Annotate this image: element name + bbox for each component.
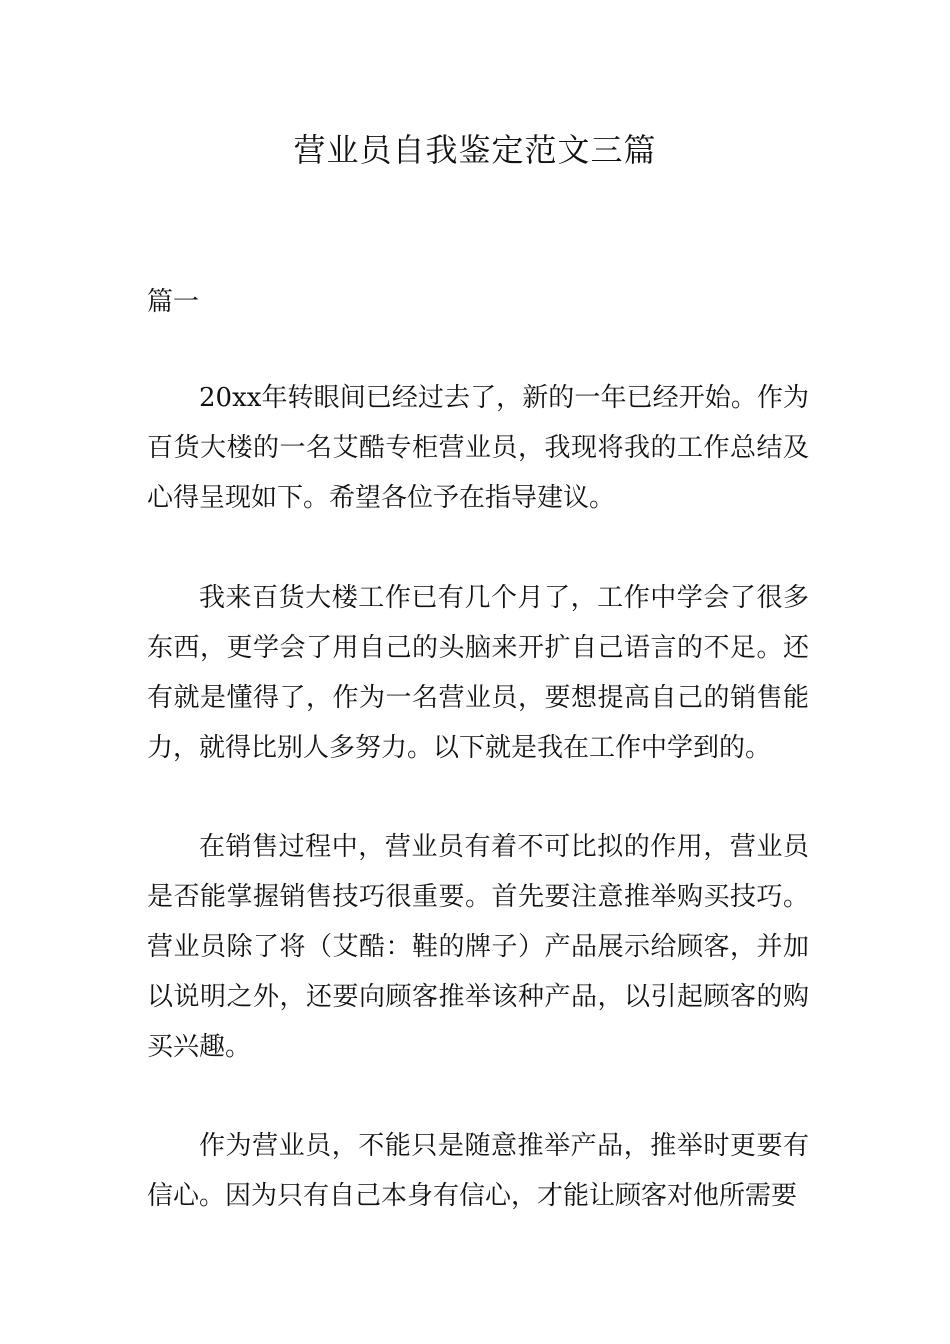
paragraph-4: 作为营业员，不能只是随意推举产品，推举时更要有信心。因为只有自己本身有信心，才能让顾客对他所需要: [147, 1131, 809, 1211]
paragraph-3: 在销售过程中，营业员有着不可比拟的作用，营业员是否能掌握销售技巧很重要。首先要注意推举购买技巧。营业员除了将（艾酷：鞋的牌子）产品展示给顾客，并加以说明之外，还要向顾客推举该种产品，以引起顾客的购买兴趣。: [147, 832, 809, 1062]
paragraph-1: 20xx年转眼间已经过去了，新的一年已经开始。作为百货大楼的一名艾酷专柜营业员，我现将我的工作总结及心得呈现如下。希望各位予在指导建议。: [147, 383, 809, 513]
paragraph-2: 我来百货大楼工作已有几个月了，工作中学会了很多东西，更学会了用自己的头脑来开扩自己语言的不足。还有就是懂得了，作为一名营业员，要想提高自己的销售能力，就得比别人多努力。以下就是我在工作中学到的。: [147, 583, 809, 763]
section-label: 篇一: [147, 287, 200, 317]
document-title: 营业员自我鉴定范文三篇: [293, 131, 657, 169]
